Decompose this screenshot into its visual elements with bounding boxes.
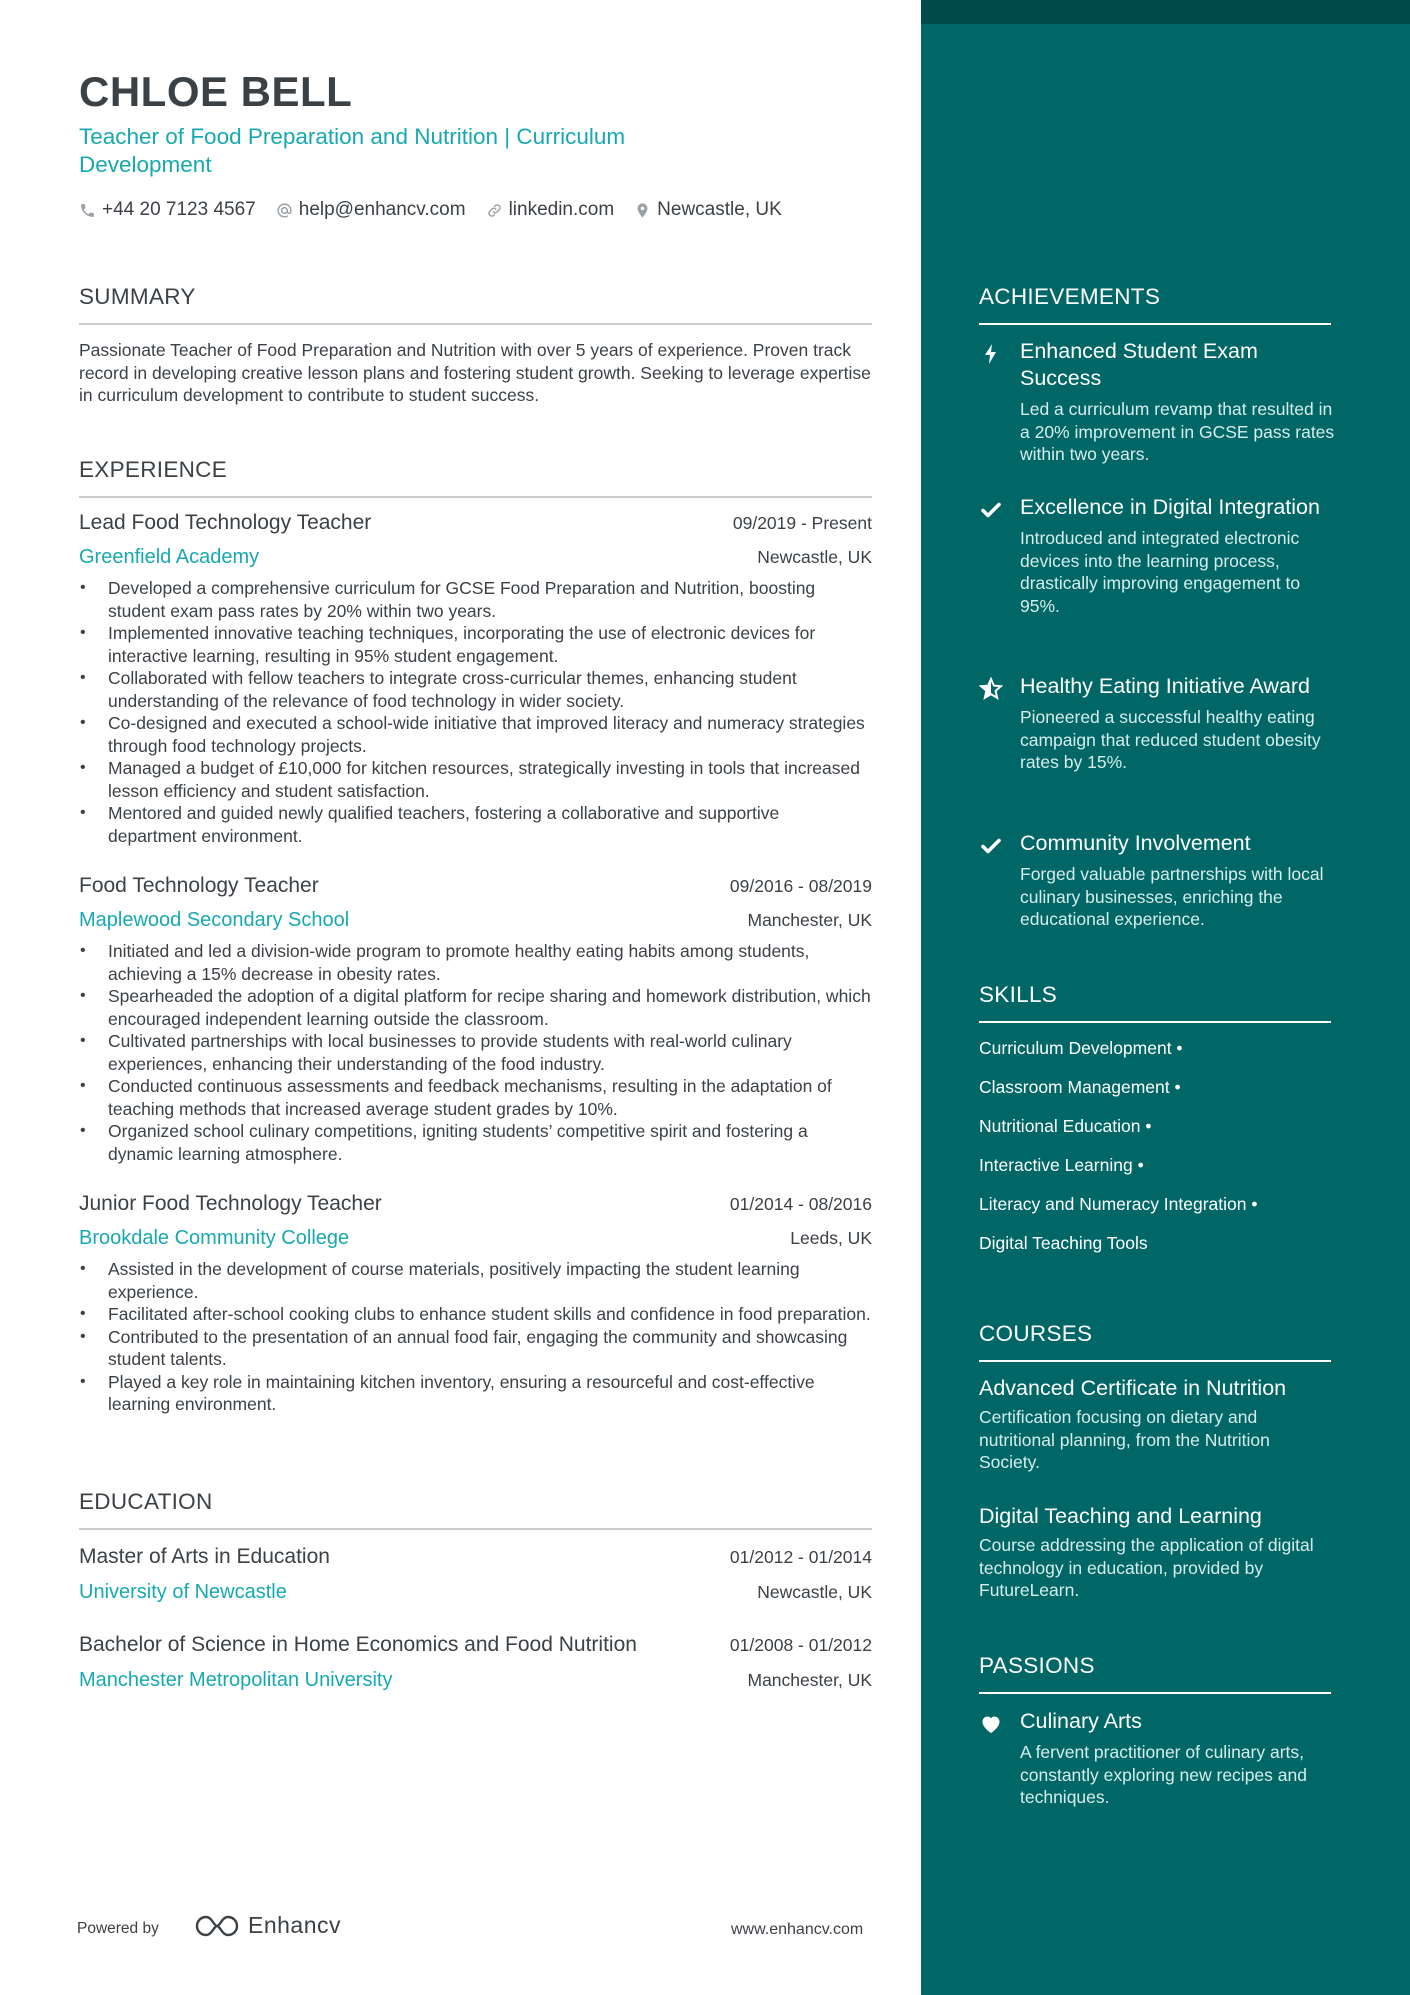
skill-item: Interactive Learning • <box>979 1155 1144 1175</box>
link-icon <box>486 202 503 219</box>
job-location: Leeds, UK <box>790 1228 872 1248</box>
contact-phone[interactable] <box>79 199 256 221</box>
education-entry <box>79 1543 872 1604</box>
job-dates: 01/2014 - 08/2016 <box>729 1194 872 1214</box>
footer-url[interactable]: www.enhancv.com <box>731 1921 864 1938</box>
checkmark-icon <box>979 834 1003 858</box>
contact-linkedin-text: linkedin.com <box>508 199 615 220</box>
education-degree: Master of Arts in Education <box>79 1545 330 1568</box>
achievement-desc: Pioneered a successful healthy eating campaign that reduced student obesity rates by 15%. <box>1020 707 1321 772</box>
job-location: Manchester, UK <box>747 910 872 930</box>
achievement-desc: Led a curriculum revamp that resulted in a 20% improvement in GCSE pass rates within two years. <box>1020 399 1335 464</box>
passion-item <box>979 1708 1339 1809</box>
job-bullets <box>79 577 872 847</box>
education-divider <box>79 1528 872 1530</box>
contact-email[interactable] <box>276 199 466 221</box>
job-bullet: • Initiated and led a division-wide program to promote healthy eating habits among students, achieving a 15% decrease in obesity rates. <box>79 940 872 985</box>
achievement-title: Excellence in Digital Integration <box>1020 495 1320 519</box>
achievement-title: Enhanced Student Exam Success <box>1020 339 1258 390</box>
candidate-name: CHLOE BELL <box>79 68 353 115</box>
lightning-icon <box>979 342 1003 366</box>
job-company[interactable]: Greenfield Academy <box>79 546 260 568</box>
skills-list <box>979 1037 1331 1271</box>
achievement-item <box>979 338 1339 466</box>
summary-text: Passionate Teacher of Food Preparation and Nutrition with over 5 years of experience. Proven track record in developing creative lesson plans and fostering student growth. Seeking to leverage expertise in curriculum development to contribute to student success. <box>79 340 871 405</box>
at-icon <box>276 202 293 219</box>
passions-heading: PASSIONS <box>979 1653 1095 1678</box>
education-dates: 01/2008 - 01/2012 <box>729 1635 872 1655</box>
courses-heading: COURSES <box>979 1321 1093 1346</box>
summary-heading: SUMMARY <box>79 284 196 309</box>
achievements-divider <box>979 323 1331 325</box>
job-bullet: • Played a key role in maintaining kitchen inventory, ensuring a resourceful and cost-effective learning environment. <box>79 1371 872 1416</box>
achievement-item <box>979 494 1339 617</box>
skill-item: Nutritional Education • <box>979 1116 1152 1136</box>
courses-divider <box>979 1360 1331 1362</box>
job-bullet: • Contributed to the presentation of an annual food fair, engaging the community and showcasing student talents. <box>79 1326 872 1371</box>
contact-phone-text: +44 20 7123 4567 <box>102 199 256 220</box>
job-bullet: • Organized school culinary competitions, igniting students’ competitive spirit and fostering a dynamic learning atmosphere. <box>79 1120 872 1165</box>
enhancv-logo-icon <box>194 1913 240 1939</box>
job-bullet: • Cultivated partnerships with local businesses to provide students with real-world culinary experiences, enhancing their understanding of the food industry. <box>79 1030 872 1075</box>
education-heading: EDUCATION <box>79 1489 213 1514</box>
job-bullet: • Implemented innovative teaching techniques, incorporating the use of electronic devices for interactive learning, resulting in 95% student engagement. <box>79 622 872 667</box>
phone-icon <box>79 202 96 219</box>
skill-item: Digital Teaching Tools <box>979 1233 1148 1253</box>
job-bullet: • Collaborated with fellow teachers to integrate cross-curricular themes, enhancing student understanding of the relevance of food technology in wider society. <box>79 667 872 712</box>
course-item <box>979 1375 1339 1474</box>
enhancv-logo-text: Enhancv <box>248 1912 342 1938</box>
job-bullet: • Assisted in the development of course materials, positively impacting the student learning experience. <box>79 1258 872 1303</box>
achievement-desc: Forged valuable partnerships with local culinary businesses, enriching the educational experience. <box>1020 864 1324 929</box>
job-bullets <box>79 1258 872 1416</box>
job-bullet: • Conducted continuous assessments and feedback mechanisms, resulting in the adaptation of teaching methods that increased average student grades by 10%. <box>79 1075 872 1120</box>
powered-by-label: Powered by <box>77 1920 159 1937</box>
job-bullet: • Managed a budget of £10,000 for kitchen resources, strategically investing in tools that increased lesson efficiency and student satisfaction. <box>79 757 872 802</box>
job-company[interactable]: Maplewood Secondary School <box>79 909 350 931</box>
skill-item: Literacy and Numeracy Integration • <box>979 1194 1258 1214</box>
skill-item: Curriculum Development • <box>979 1038 1183 1058</box>
enhancv-logo[interactable] <box>194 1912 341 1939</box>
passions-divider <box>979 1692 1331 1694</box>
experience-divider <box>79 496 872 498</box>
course-title: Advanced Certificate in Nutrition <box>979 1376 1287 1400</box>
candidate-headline: Teacher of Food Preparation and Nutrition | Curriculum Development <box>79 124 626 177</box>
achievement-item <box>979 830 1339 931</box>
course-title: Digital Teaching and Learning <box>979 1504 1262 1528</box>
job-entry <box>79 874 872 1165</box>
contact-location <box>634 199 782 221</box>
job-company[interactable]: Brookdale Community College <box>79 1227 350 1249</box>
contact-email-text: help@enhancv.com <box>298 199 466 220</box>
achievement-title: Community Involvement <box>1020 831 1251 855</box>
achievement-title: Healthy Eating Initiative Award <box>1020 674 1311 698</box>
job-entry <box>79 1192 872 1416</box>
contact-bar <box>79 196 802 224</box>
heart-icon <box>979 1712 1003 1736</box>
job-title: Junior Food Technology Teacher <box>79 1192 382 1215</box>
job-dates: 09/2016 - 08/2019 <box>729 876 872 896</box>
education-location: Manchester, UK <box>747 1670 872 1690</box>
job-bullet: • Spearheaded the adoption of a digital platform for recipe sharing and homework distribution, which encouraged independent learning outside the classroom. <box>79 985 872 1030</box>
job-bullets <box>79 940 872 1165</box>
course-desc: Course addressing the application of digital technology in education, provided by FutureLearn. <box>979 1535 1314 1600</box>
star-icon <box>979 677 1003 701</box>
passion-title: Culinary Arts <box>1020 1709 1142 1733</box>
job-bullet: • Facilitated after-school cooking clubs to enhance student skills and confidence in food preparation. <box>79 1303 872 1326</box>
achievements-heading: ACHIEVEMENTS <box>979 284 1161 309</box>
job-bullet: • Co-designed and executed a school-wide initiative that improved literacy and numeracy strategies through food technology projects. <box>79 712 872 757</box>
education-dates: 01/2012 - 01/2014 <box>729 1547 872 1567</box>
job-title: Food Technology Teacher <box>79 874 319 897</box>
experience-heading: EXPERIENCE <box>79 457 228 482</box>
contact-location-text: Newcastle, UK <box>657 199 782 220</box>
job-bullet: • Developed a comprehensive curriculum for GCSE Food Preparation and Nutrition, boosting student exam pass rates by 20% within two years. <box>79 577 872 622</box>
summary-divider <box>79 323 872 325</box>
education-school[interactable]: University of Newcastle <box>79 1581 287 1603</box>
passion-desc: A fervent practitioner of culinary arts, constantly exploring new recipes and techniques. <box>1020 1742 1307 1807</box>
skills-heading: SKILLS <box>979 982 1058 1007</box>
location-icon <box>634 202 651 219</box>
job-title: Lead Food Technology Teacher <box>79 511 372 534</box>
job-location: Newcastle, UK <box>757 547 872 567</box>
course-desc: Certification focusing on dietary and nutritional planning, from the Nutrition Society. <box>979 1407 1270 1472</box>
education-location: Newcastle, UK <box>757 1582 872 1602</box>
achievement-item <box>979 673 1339 774</box>
job-dates: 09/2019 - Present <box>732 513 872 533</box>
education-entry <box>79 1631 872 1692</box>
achievement-desc: Introduced and integrated electronic devices into the learning process, drastically improving engagement to 95%. <box>1020 528 1301 616</box>
contact-linkedin[interactable] <box>486 199 615 221</box>
course-item <box>979 1503 1339 1602</box>
sidebar-top-bar <box>921 0 1410 24</box>
skill-item: Classroom Management • <box>979 1077 1181 1097</box>
education-degree: Bachelor of Science in Home Economics and Food Nutrition <box>79 1633 637 1656</box>
education-school[interactable]: Manchester Metropolitan University <box>79 1669 393 1691</box>
job-entry <box>79 511 872 847</box>
skills-divider <box>979 1021 1331 1023</box>
checkmark-icon <box>979 498 1003 522</box>
job-bullet: • Mentored and guided newly qualified teachers, fostering a collaborative and supportive department environment. <box>79 802 872 847</box>
